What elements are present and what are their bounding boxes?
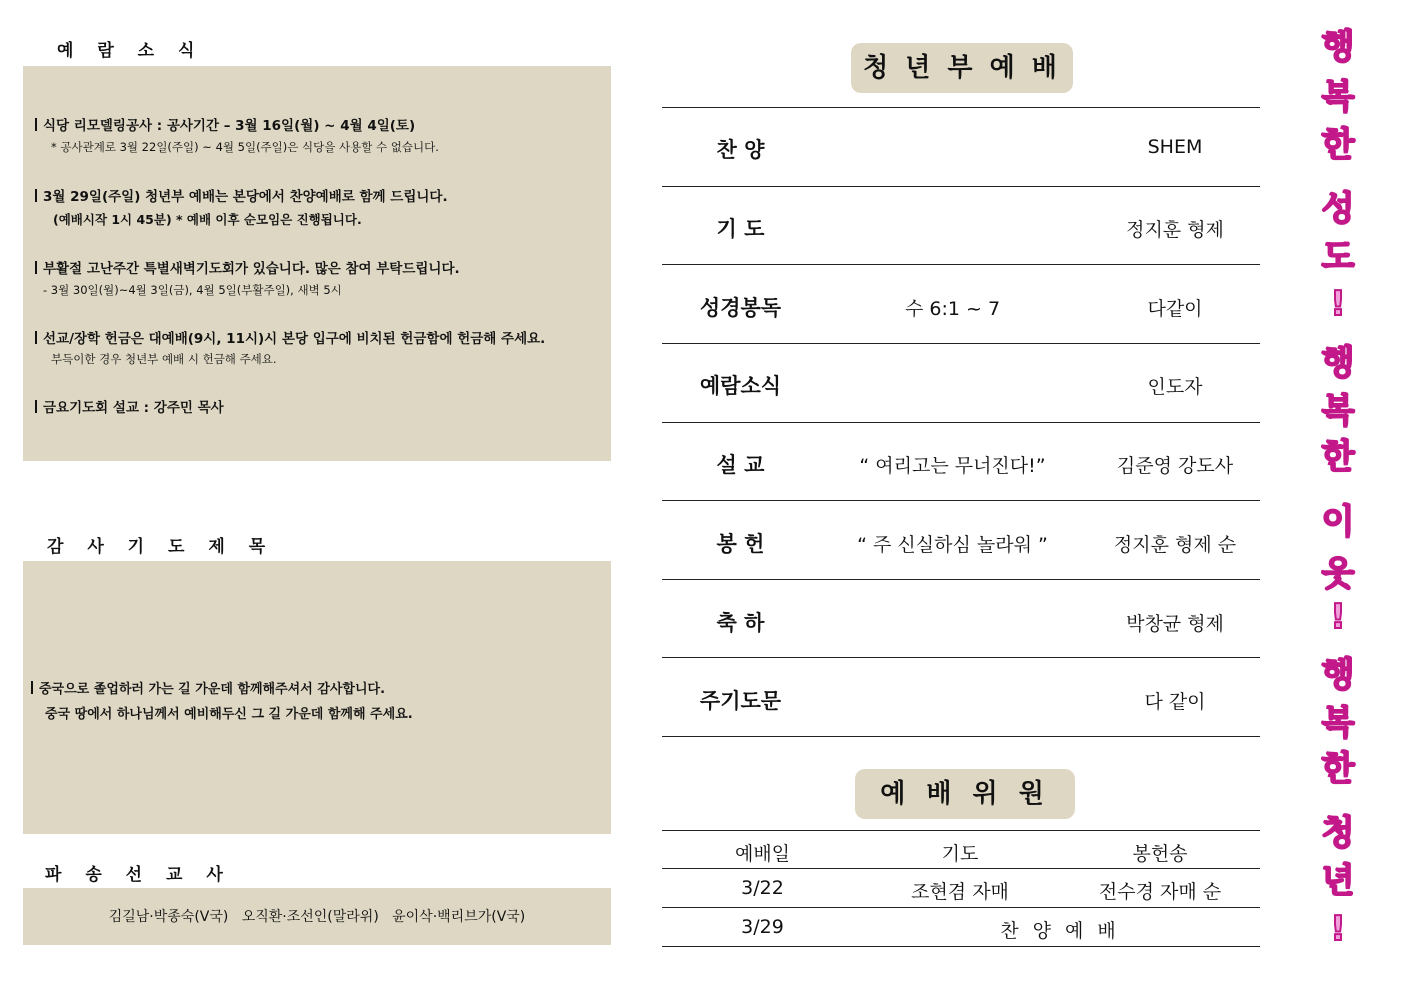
announcement-item-2 — [35, 185, 448, 205]
service-row-person: SHEM — [1147, 136, 1203, 158]
slogan-char: 청 — [1321, 813, 1355, 853]
divider — [662, 946, 1260, 947]
slogan-char: 도 — [1321, 237, 1355, 277]
divider — [662, 343, 1260, 344]
divider — [662, 579, 1260, 580]
slogan-char: 한 — [1321, 125, 1355, 165]
slogan-char: 복 — [1321, 703, 1355, 743]
service-title: 청 년 부 예 배 — [851, 43, 1073, 93]
announcements-title: 예 람 소 식 — [57, 41, 204, 61]
service-row-person: 정지훈 형제 — [1126, 219, 1224, 241]
service-row-label: 축 하 — [716, 611, 765, 635]
announcements-panel — [23, 66, 611, 461]
slogan-char: 복 — [1321, 77, 1355, 117]
thanks-line-2: 중국 땅에서 하나님께서 예비해두신 그 길 가운데 함께해 주세요. — [45, 707, 413, 722]
service-row-person: 박창균 형제 — [1126, 613, 1224, 635]
announcement-text: 3월 29일(주일) 청년부 예배는 본당에서 찬양예배로 함께 드립니다. — [43, 189, 448, 205]
missionaries-text: 김길남·박종숙(V국) 오직환·조선인(말라위) 윤이삭·백리브가(V국) — [108, 909, 526, 925]
slogan-char: 성 — [1321, 189, 1355, 229]
slogan-char: ! — [1330, 909, 1346, 949]
announcement-text: 선교/장학 헌금은 대예배(9시, 11시)시 본당 입구에 비치된 헌금함에 헌금해 주세요. — [43, 331, 546, 347]
bullet-bar — [35, 261, 37, 274]
divider — [662, 107, 1260, 108]
slogan-char: 한 — [1321, 437, 1355, 477]
team-row-offering: 전수경 자매 순 — [1098, 881, 1222, 903]
bullet-bar — [31, 681, 33, 694]
header-prayer: 기도 — [941, 843, 979, 865]
slogan-char: 이 — [1321, 502, 1355, 542]
thanks-text: 중국으로 졸업하러 가는 길 가운데 함께해주셔서 감사합니다. — [39, 682, 386, 697]
service-row-label: 기 도 — [716, 217, 765, 241]
bullet-bar — [35, 331, 37, 344]
divider — [662, 830, 1260, 831]
divider — [662, 736, 1260, 737]
team-row-date: 3/29 — [741, 916, 784, 938]
service-row-detail: 수 6:1 ~ 7 — [904, 298, 1001, 320]
slogan-char: 웃 — [1321, 554, 1355, 594]
missionaries-title: 파 송 선 교 사 — [45, 865, 232, 885]
announcement-sub-2: (예배시작 1시 45분) * 예배 이후 순모임은 진행됩니다. — [53, 212, 362, 227]
divider — [662, 657, 1260, 658]
service-row-label: 찬 양 — [716, 138, 765, 162]
service-row-label: 설 교 — [716, 453, 765, 477]
thanks-panel — [23, 561, 611, 834]
slogan-char: 년 — [1321, 861, 1355, 901]
bullet-bar — [35, 118, 37, 131]
service-row-label: 예람소식 — [699, 374, 782, 398]
worship-team-title: 예 배 위 원 — [855, 769, 1075, 819]
header-date: 예배일 — [734, 843, 791, 865]
announcement-item-1 — [35, 114, 415, 134]
announcement-sub-3: - 3월 30일(월)~4월 3일(금), 4월 5일(부활주일), 새벽 5시 — [43, 283, 342, 297]
service-row-person: 다같이 — [1147, 298, 1203, 320]
slogan-char: 한 — [1321, 749, 1355, 789]
team-row-prayer: 조현겸 자매 — [911, 881, 1009, 903]
announcement-sub-4: 부득이한 경우 청년부 예배 시 헌금해 주세요. — [51, 352, 277, 366]
announcement-sub-1: * 공사관계로 3월 22일(주일) ~ 4월 5일(주일)은 식당을 사용할 수 없습니다. — [51, 140, 439, 154]
service-row-label: 성경봉독 — [699, 296, 782, 320]
service-row-label: 주기도문 — [699, 689, 782, 713]
divider — [662, 422, 1260, 423]
divider — [662, 264, 1260, 265]
thanks-title: 감 사 기 도 제 목 — [47, 537, 275, 557]
announcement-text: 부활절 고난주간 특별새벽기도회가 있습니다. 많은 참여 부탁드립니다. — [43, 261, 460, 277]
slogan-char: 행 — [1321, 655, 1355, 695]
service-row-detail: “ 여리고는 무너진다!” — [859, 455, 1046, 477]
service-row-person: 정지훈 형제 순 — [1113, 534, 1237, 556]
service-row-label: 봉 헌 — [716, 532, 765, 556]
missionaries-panel — [23, 888, 611, 945]
slogan-char: ! — [1330, 284, 1346, 324]
slogan-char: 행 — [1321, 343, 1355, 383]
service-row-detail: “ 주 신실하심 놀라워 ” — [857, 534, 1048, 556]
team-row-merged: 찬 양 예 배 — [1000, 920, 1120, 942]
slogan-char: 복 — [1321, 391, 1355, 431]
announcement-item-4 — [35, 327, 545, 347]
team-row-date: 3/22 — [741, 877, 784, 899]
slogan-char: 행 — [1321, 27, 1355, 67]
divider — [662, 868, 1260, 869]
bullet-bar — [35, 400, 37, 413]
service-row-person: 다 같이 — [1144, 691, 1206, 713]
divider — [662, 500, 1260, 501]
divider — [662, 186, 1260, 187]
bullet-bar — [35, 189, 37, 202]
service-row-person: 인도자 — [1147, 376, 1203, 398]
announcement-text: 금요기도회 설교 : 강주민 목사 — [43, 400, 224, 416]
announcement-item-3 — [35, 257, 460, 277]
service-row-person: 김준영 강도사 — [1116, 455, 1234, 477]
slogan-char: ! — [1330, 597, 1346, 637]
header-offering: 봉헌송 — [1132, 843, 1188, 865]
thanks-line-1 — [31, 678, 385, 697]
announcement-text: 식당 리모델링공사 : 공사기간 – 3월 16일(월) ~ 4월 4일(토) — [43, 118, 416, 134]
announcement-item-5 — [35, 396, 224, 416]
divider — [662, 907, 1260, 908]
